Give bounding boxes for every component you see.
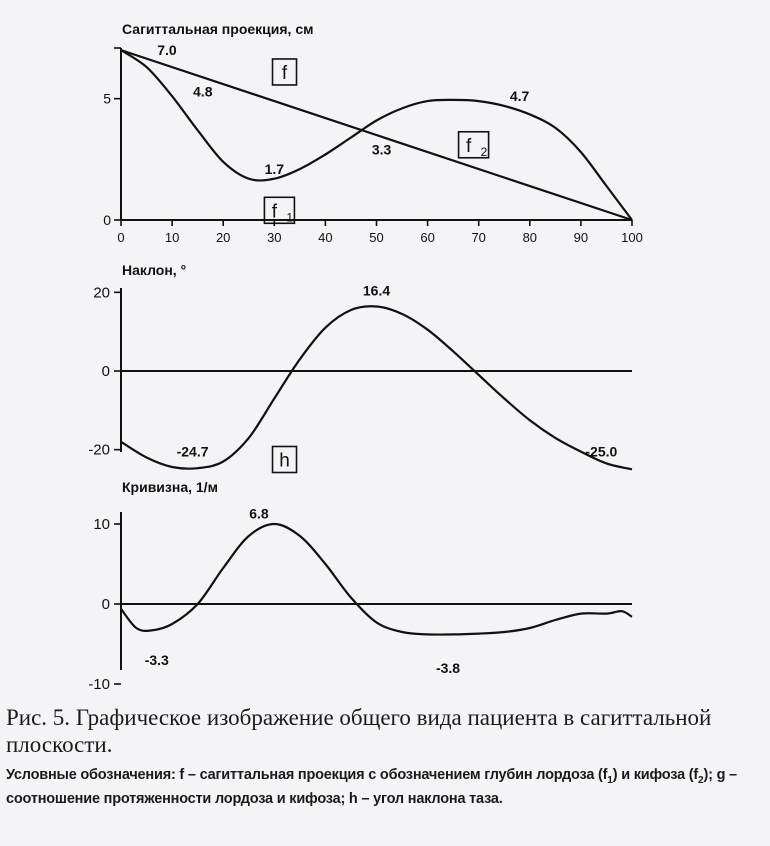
data-label: 16.4 [362, 282, 391, 299]
series-line-f [121, 50, 632, 223]
boxed-label-f [273, 59, 297, 85]
legend-sub-1: 1 [607, 774, 613, 786]
label-subscript: 1 [286, 210, 294, 225]
y-tick-label: 5 [103, 90, 111, 107]
figure-caption-legend [6, 766, 762, 808]
x-tick-label: 90 [573, 230, 589, 245]
label-subscript: 2 [480, 144, 488, 159]
data-label: 4.7 [509, 88, 530, 105]
x-tick-label: 60 [420, 230, 435, 245]
chart-title: Наклон, ° [122, 262, 187, 278]
sagittal-projection-chart [103, 21, 643, 245]
x-tick-label: 10 [164, 230, 180, 245]
data-label: -3.8 [435, 660, 461, 676]
x-tick-label: 30 [267, 230, 282, 245]
x-tick-label: 70 [471, 230, 486, 245]
chart-title: Кривизна, 1/м [122, 479, 218, 495]
tilt-chart [88, 262, 632, 473]
boxed-label-h [273, 447, 297, 473]
legend-text-1: Условные обозначения: f – сагиттальная проекция с обозначением глубин лордоза (f [6, 767, 608, 783]
data-label: 7.0 [157, 42, 177, 59]
boxed-label-f2 [459, 132, 489, 159]
x-tick-label: 20 [215, 230, 231, 245]
legend-sub-2: 2 [698, 774, 704, 786]
y-tick-label: -10 [88, 676, 110, 693]
x-tick-label: 80 [522, 230, 538, 245]
data-label: 6.8 [249, 505, 269, 522]
data-label: -24.7 [176, 443, 209, 460]
label-letter: h [279, 450, 290, 472]
y-tick-label: 0 [101, 363, 110, 380]
data-label: 4.8 [193, 83, 213, 100]
chart-title: Сагиттальная проекция, см [122, 21, 314, 37]
data-label: -3.3 [144, 652, 169, 668]
label-letter: f [465, 135, 472, 157]
x-tick-label: 50 [369, 230, 384, 245]
data-label: 3.3 [371, 141, 392, 158]
label-letter: f [271, 201, 278, 223]
figure-caption-title: Рис. 5. Графическое изображение общего вида пациента в сагиттальной плоскости. [6, 705, 712, 757]
legend-text-2: ) и кифоза (f [612, 767, 699, 783]
y-tick-label: 0 [103, 212, 111, 228]
y-tick-label: 10 [93, 516, 110, 533]
data-label: 1.7 [264, 161, 285, 178]
curvature-chart [88, 479, 632, 693]
legend-text-3: ); g – соотношение протяженности лордоза и кифоза; h – угол наклона таза. [6, 767, 737, 807]
x-tick-label: 40 [318, 230, 333, 245]
series-line-curvature [121, 524, 632, 635]
x-tick-label: 100 [621, 230, 643, 245]
y-tick-label: 0 [101, 596, 110, 613]
y-tick-label: -20 [88, 441, 110, 459]
data-label: -25.0 [585, 443, 618, 460]
x-tick-label: 0 [117, 230, 125, 245]
y-tick-label: 20 [93, 284, 110, 302]
label-letter: f [281, 62, 288, 84]
